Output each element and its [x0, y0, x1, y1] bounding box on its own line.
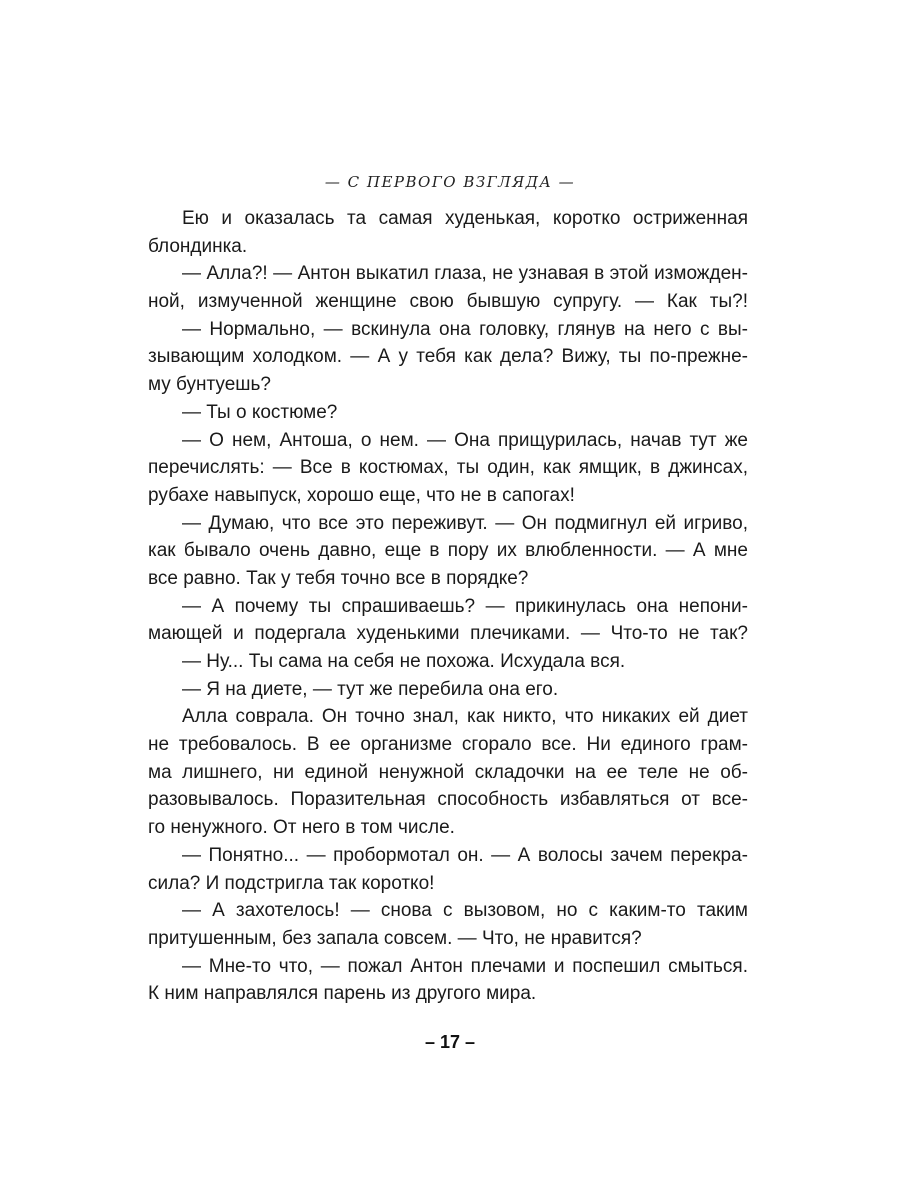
text-line: — А захотелось! — снова с вызовом, но с каким-то таким: [182, 900, 748, 922]
text-line: — О нем, Антоша, о нем. — Она прищурилась, начав тут же: [182, 429, 748, 451]
text-line: — Я на диете, — тут же перебила она его.: [182, 678, 559, 700]
text-line: — Думаю, что все это переживут. — Он подмигнул ей игриво,: [182, 512, 748, 534]
text-line: му бунтуешь?: [148, 374, 271, 396]
text-line: — Ты о костюме?: [182, 401, 338, 423]
text-line: притушенным, без запала совсем. — Что, не нравится?: [148, 927, 642, 949]
text-line: сила? И подстригла так коротко!: [148, 872, 435, 894]
text-line: — Понятно... — пробормотал он. — А волосы зачем перекра-: [182, 844, 748, 866]
page-number: – 17 –: [424, 1032, 476, 1052]
text-line: мающей и подергала худенькими плечиками. — Что-то не так?: [148, 623, 748, 645]
text-line: — Мне-то что, — пожал Антон плечами и поспешил смыться.: [182, 955, 748, 977]
text-line: Ею и оказалась та самая худенькая, коротко остриженная: [182, 208, 748, 229]
text-line: Алла соврала. Он точно знал, как никто, что никаких ей диет: [182, 706, 748, 728]
text-line: го ненужного. От него в том числе.: [148, 817, 455, 839]
text-line: все равно. Так у тебя точно все в порядке?: [148, 567, 529, 589]
text-line: — А почему ты спрашиваешь? — прикинулась она непони-: [182, 595, 748, 617]
text-line: перечислять: — Все в костюмах, ты один, как ямщик, в джинсах,: [148, 457, 748, 479]
body-text: [148, 205, 748, 1008]
running-head: — С ПЕРВОГО ВЗГЛЯДА —: [324, 173, 576, 191]
text-line: — Алла?! — Антон выкатил глаза, не узнавая в этой изможден-: [182, 263, 748, 285]
text-line: зывающим холодком. — А у тебя как дела? Вижу, ты по-прежне-: [148, 346, 748, 368]
text-line: ной, измученной женщине свою бывшую супругу. — Как ты?!: [148, 291, 748, 313]
text-line: ма лишнего, ни единой ненужной складочки на ее теле не об-: [148, 761, 748, 783]
text-line: — Нормально, — вскинула она головку, глянув на него с вы-: [182, 318, 748, 340]
text-line: — Ну... Ты сама на себя не похожа. Исхудала вся.: [182, 651, 626, 672]
text-line: рубахе навыпуск, хорошо еще, что не в сапогах!: [148, 484, 575, 506]
text-line: не требовалось. В ее организме сгорало все. Ни единого грам-: [148, 734, 748, 756]
text-line: К ним направлялся парень из другого мира.: [148, 983, 537, 1005]
text-line: разовывалось. Поразительная способность избавляться от все-: [148, 789, 748, 811]
text-line: как бывало очень давно, еще в пору их влюбленности. — А мне: [148, 540, 748, 562]
text-line: блондинка.: [148, 235, 248, 257]
